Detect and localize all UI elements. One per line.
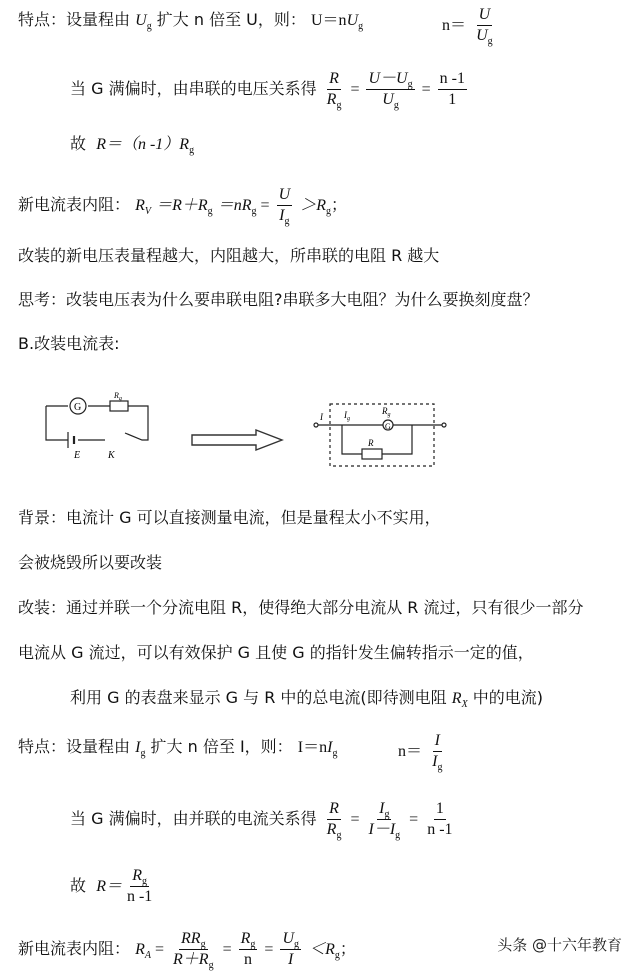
svg-text:I: I bbox=[320, 412, 323, 422]
svg-text:G: G bbox=[385, 422, 391, 431]
n-ratio-formula-1: n＝ $\frac{U}{U_g}$ bbox=[442, 6, 493, 47]
svg-text:Rg: $R_g$ bbox=[382, 406, 391, 418]
modification-line-2: 电流从 G 流过，可以有效保护 G 且使 G 的指针发生偏转指示一定的值， bbox=[18, 643, 534, 662]
transform-arrow-icon bbox=[192, 430, 282, 450]
modification-line-1: 改装：通过并联一个分流电阻 R，使得绝大部分电流从 R 流过，只有很少一部分 bbox=[18, 598, 584, 617]
watermark: 头条 @十六年教育 bbox=[497, 936, 622, 954]
shunt-resistor-result: 故 R＝ $\frac{R_g}{n -1}$ bbox=[70, 867, 153, 905]
svg-text:E: E bbox=[74, 450, 81, 461]
modification-line-3: 利用 G 的表盘来显示 G 与 R 中的总电流(即待测电阻 $R_X$ 中的电流) bbox=[70, 688, 544, 710]
n-ratio-formula-2: n＝ $\frac{I}{I_g}$ bbox=[398, 732, 443, 773]
voltmeter-feature-line: 特点：设量程由 $U_g$ 扩大 n 倍至 U，则： $U=nU_g$ bbox=[18, 10, 364, 32]
voltmeter-internal-resistance: 新电流表内阻： $R_V =R+R_g =nR_g$ = $\frac{U}{I_g}$ $>R_g$； bbox=[18, 186, 348, 227]
circuit-diagrams bbox=[30, 378, 450, 474]
ammeter-circuit bbox=[314, 404, 446, 466]
background-line-1: 背景：电流计 G 可以直接测量电流，但是量程太小不实用， bbox=[18, 508, 441, 527]
svg-text:Rg: $R_g$ bbox=[114, 391, 122, 402]
series-voltage-relation: 当 G 满偏时，由串联的电压关系得 $\frac{R}{R_g}$ = $\frac{U-U_g}{U_g}$ = $\frac{n -1}{1}$ bbox=[70, 70, 465, 111]
svg-text:K: K bbox=[108, 450, 115, 461]
ammeter-feature-line: 特点：设量程由 $I_g$ 扩大 n 倍至 I，则： $I=nI_g$ bbox=[18, 737, 338, 759]
voltmeter-conclusion: 改装的新电压表量程越大，内阻越大，所串联的电阻 R 越大 bbox=[18, 246, 440, 265]
resistor-rg-icon bbox=[110, 401, 128, 411]
section-heading-ammeter: B.改装电流表: bbox=[18, 334, 120, 353]
ammeter-internal-resistance: 新电流表内阻： $R_A$ = $\frac{RR_g}{R+R_g}$ = $\frac{R_g}{n}$ = $\frac{U_g}{I}$ $<R_g$； bbox=[18, 930, 356, 971]
series-resistor-result: 故 R＝（n $-1)R_g$ bbox=[70, 134, 195, 156]
galvanometer-circuit bbox=[46, 398, 148, 448]
think-question: 思考：改装电压表为什么要串联电阻?串联多大电阻？为什么要换刻度盘？ bbox=[18, 290, 539, 309]
resistor-r-icon bbox=[362, 449, 382, 459]
parallel-current-relation: 当 G 满偏时，由并联的电流关系得 $\frac{R}{R_g}$ = $\frac{I_g}{I-I_g}$ = $\frac{1}{n -1}$ bbox=[70, 800, 453, 841]
background-line-2: 会被烧毁所以要改装 bbox=[18, 553, 163, 572]
svg-text:R: R bbox=[368, 438, 374, 448]
svg-text:G: G bbox=[74, 402, 82, 413]
svg-text:Ig: $I_g$ bbox=[344, 410, 350, 422]
